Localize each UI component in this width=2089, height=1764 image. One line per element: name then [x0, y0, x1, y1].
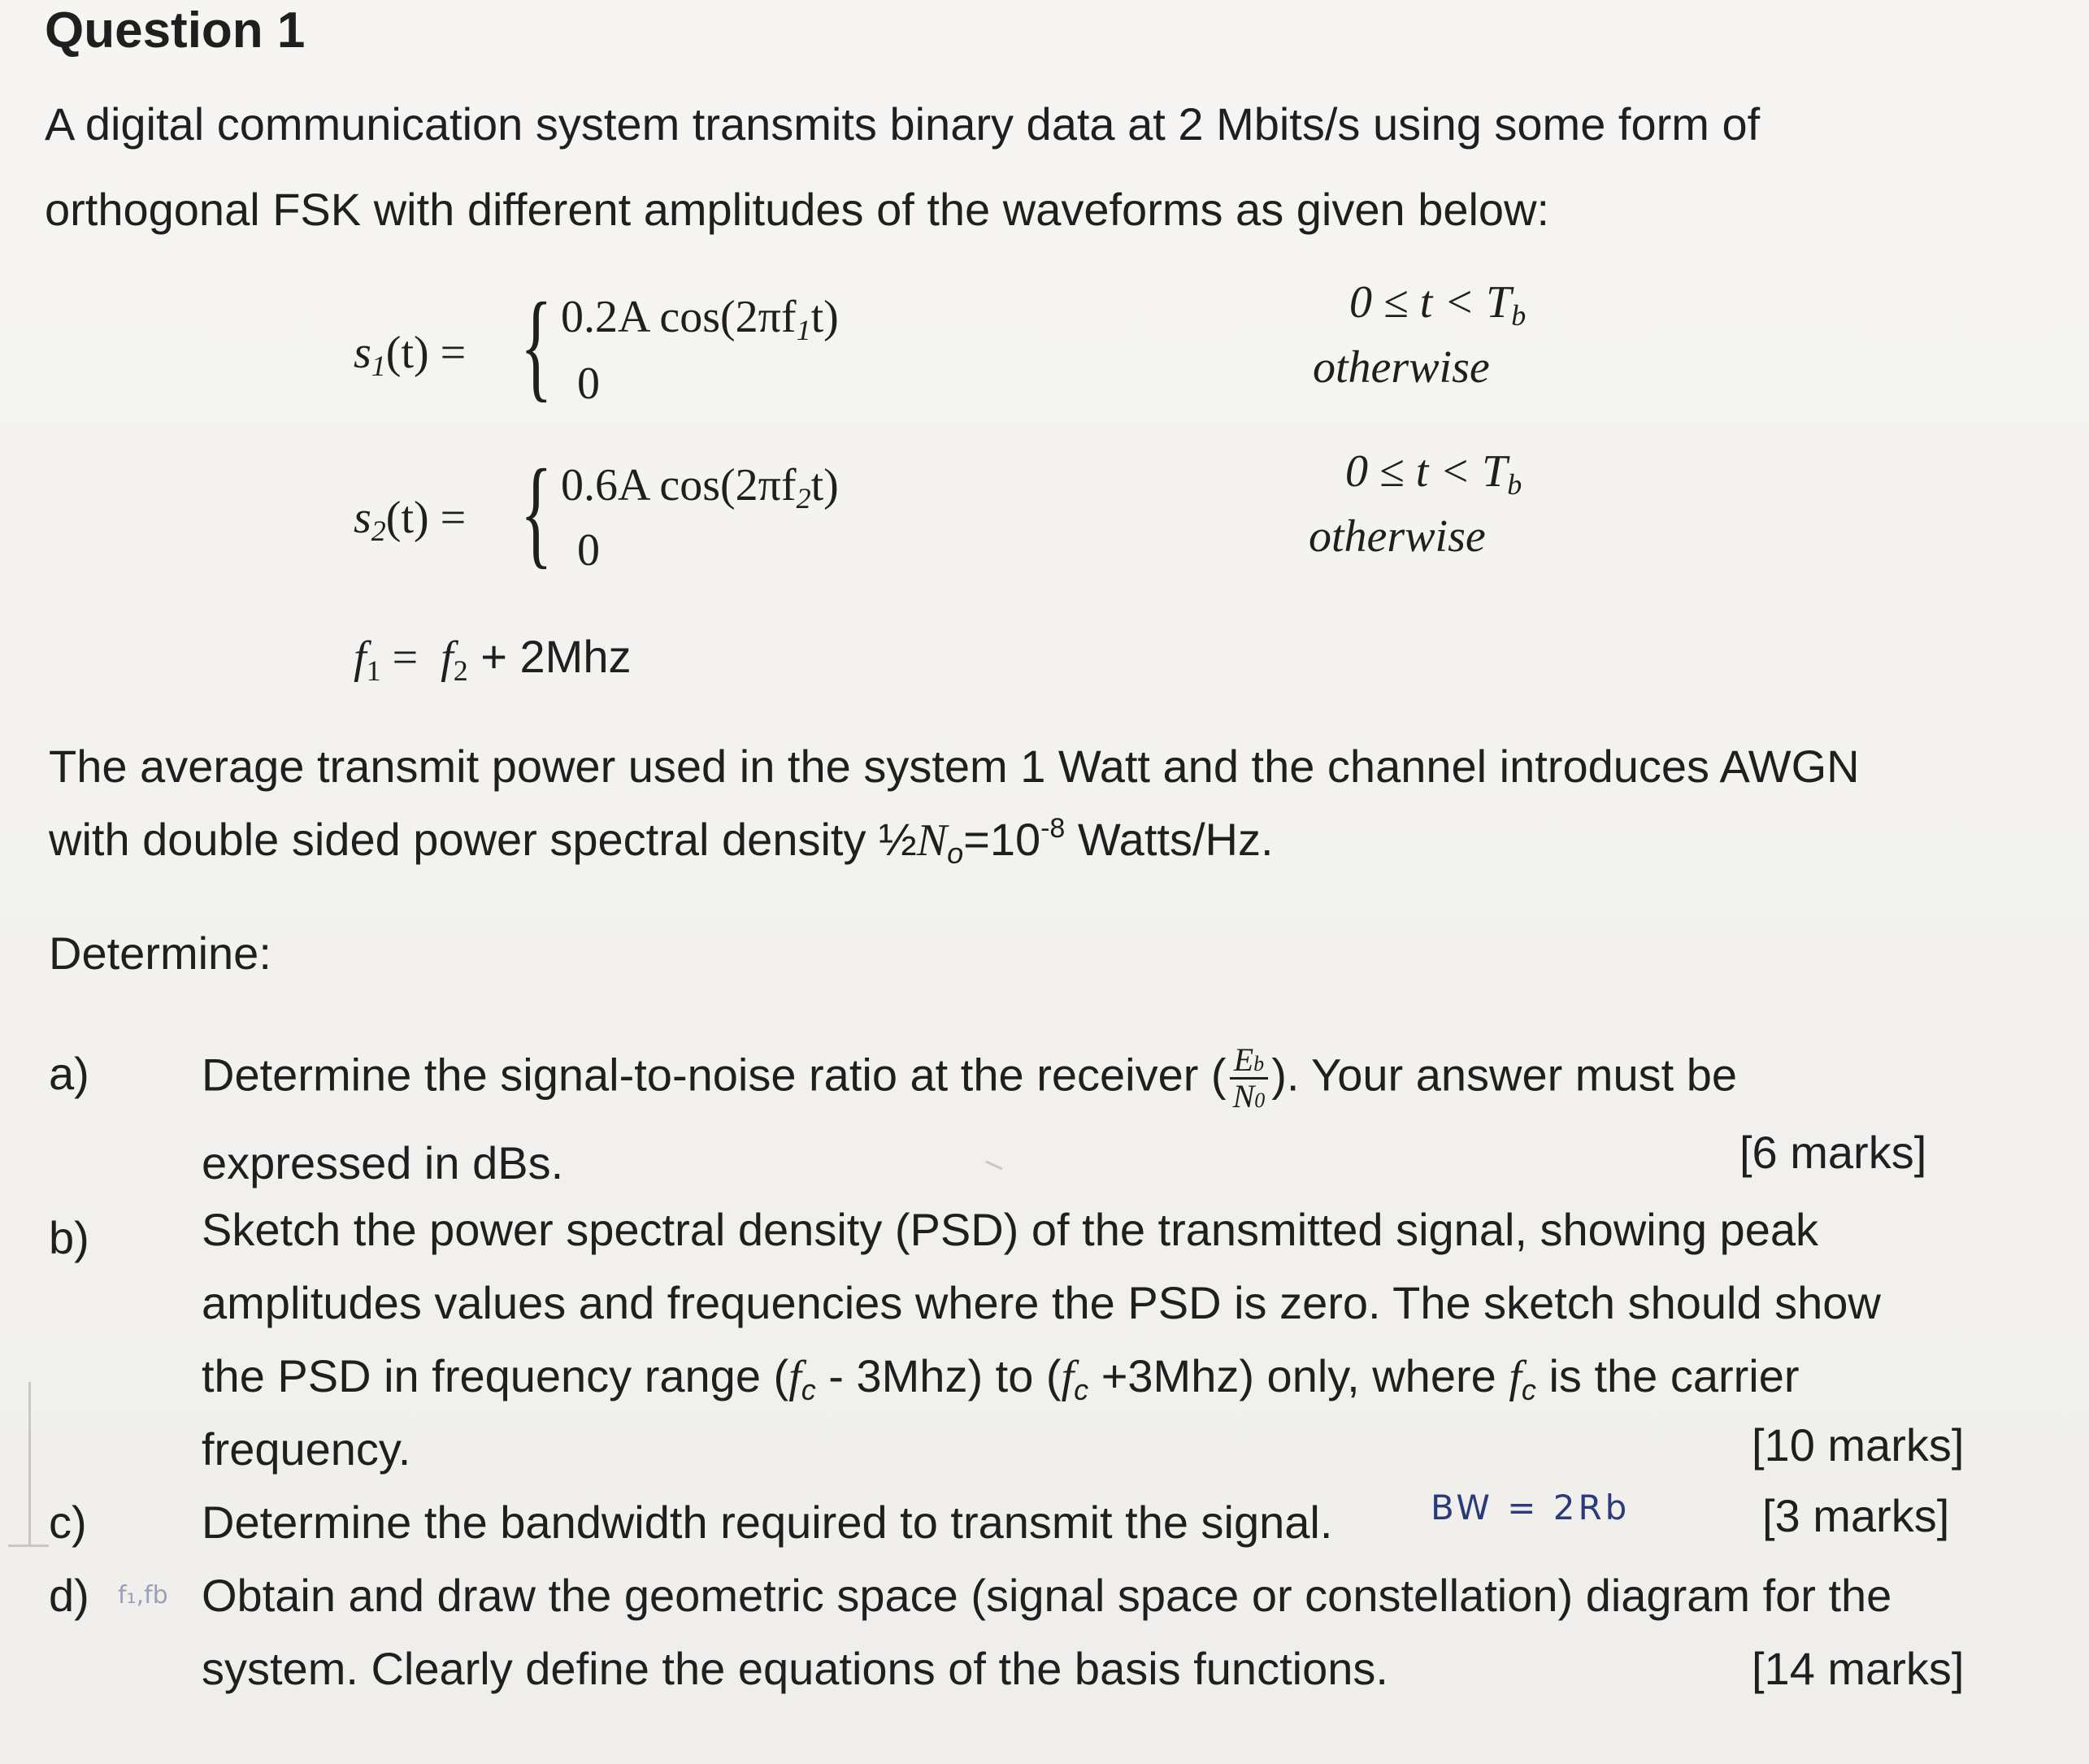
determine-label: Determine: — [49, 928, 271, 979]
part-a-line-2: expressed in dBs. — [202, 1137, 564, 1188]
part-b-line-2: amplitudes values and frequencies where the PSD is zero. The sketch should show — [202, 1277, 1881, 1328]
part-b-line-1: Sketch the power spectral density (PSD) of the transmitted signal, showing peak — [202, 1204, 1818, 1255]
part-b-label: b) — [49, 1212, 89, 1263]
margin-pencil-line — [28, 1382, 31, 1545]
s2-case-1: 0.6A $\cos(2\pi f_2t)$ — [561, 460, 839, 515]
part-b-line-3: the PSD in frequency range $(f_c - 3Mhz)$ to $(f_c +3Mhz)$ only, where $f_c$ is the carrier — [202, 1350, 1800, 1406]
s2-condition-1: $0 \le t < T_b$ — [1345, 446, 1522, 501]
s2-case-2: 0 — [577, 525, 600, 576]
s1-condition-1: $0 \le t < T_b$ — [1349, 277, 1527, 332]
part-b-line-4: frequency. — [202, 1423, 411, 1475]
part-d-line-2: system. Clearly define the equations of the basis functions. — [202, 1643, 1388, 1694]
margin-pencil-tick — [8, 1545, 49, 1547]
part-c-line-1: Determine the bandwidth required to transmit the signal. — [202, 1497, 1333, 1548]
part-a-label: a) — [49, 1048, 89, 1099]
power-line-1: The average transmit power used in the system 1 Watt and the channel introduces AWGN — [49, 741, 1860, 792]
part-a-marks: [6 marks] — [1739, 1127, 1927, 1178]
part-a-line-1: Determine the signal-to-noise ratio at the receiver ( $\frac{Eb}{N0}$ ). Your answer must be — [202, 1041, 1738, 1114]
intro-line-1: A digital communication system transmits binary data at 2 Mbits/s using some form of — [45, 98, 1761, 150]
s2-brace: { — [520, 445, 553, 580]
s2-lhs: $s_2(t)$ = — [354, 493, 467, 547]
s1-lhs: $s_1(t)$ = — [354, 328, 467, 382]
part-c-label: c) — [49, 1497, 87, 1548]
part-c-marks: [3 marks] — [1762, 1490, 1950, 1541]
power-line-2: with double sided power spectral density $\frac{1}{2}N_o=10^{-8}$ Watts/Hz. — [49, 813, 1274, 870]
stray-pencil-mark — [985, 1160, 1002, 1170]
part-d-line-1: Obtain and draw the geometric space (signal space or constellation) diagram for the — [202, 1570, 1892, 1621]
part-d-marks: [14 marks] — [1752, 1643, 1965, 1694]
question-title: Question 1 — [45, 2, 306, 59]
s1-brace: { — [520, 278, 553, 413]
eb-over-n0-fraction: $\frac{Eb}{N0}$ — [1230, 1043, 1269, 1114]
frequency-relation: $f_1 = f_2 + 2Mhz$ — [354, 631, 632, 687]
s1-condition-2: otherwise — [1313, 342, 1490, 393]
handwritten-bandwidth-note: BW = 2Rb — [1431, 1488, 1631, 1527]
part-b-marks: [10 marks] — [1752, 1419, 1965, 1471]
s2-condition-2: otherwise — [1309, 511, 1486, 562]
intro-line-2: orthogonal FSK with different amplitudes of the waveforms as given below: — [45, 184, 1550, 235]
part-d-label: d) — [49, 1570, 89, 1621]
s1-case-2: 0 — [577, 358, 600, 409]
s1-case-1: 0.2A $\cos(2\pi f_1t)$ — [561, 292, 839, 346]
handwritten-margin-note: f₁,fb — [118, 1581, 168, 1610]
